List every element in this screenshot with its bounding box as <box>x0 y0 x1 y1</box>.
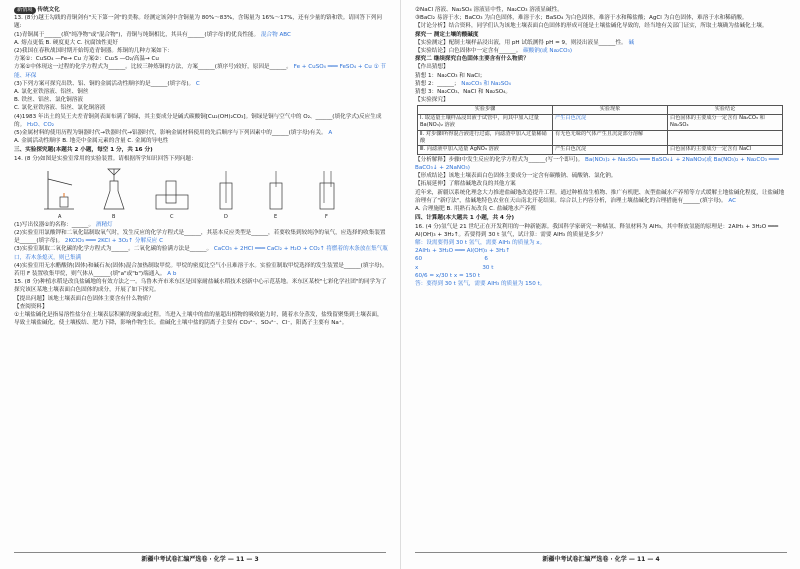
q15-line-3: ①土壤盐碱化是指易溶性盐分在土壤表层积累的现象或过程。当进入土壤中的盐的量超出植物的吸收能力时，随着水分蒸发，盐残留聚集到土壤表面，导致土壤盐碱化，使土壤板结、肥力下降，影响作物生长。盐碱化土壤中盐的阴离子主要有 CO₃²⁻、SO₄²⁻、Cl⁻，阳离子主要有 Na⁺。 <box>14 312 383 327</box>
answer-14-8: b <box>172 271 177 278</box>
solution-line: 答：要得到 30 t 氢气，需要 AlH₃ 的质量为 150 t。 <box>415 280 546 287</box>
table-header: 实验现象 <box>553 106 668 114</box>
r-line-8: 猜想 1：Na₂CO₃ 和 NaCl； <box>415 72 486 79</box>
r-line-1: ③BaCl₂ 易溶于水；BaCO₃ 为白色固体，难溶于水；BaSO₄ 为白色固体，难溶于水和稀盐酸；AgCl 为白色固体，难溶于水和稀硝酸。 <box>415 15 748 22</box>
right-column <box>415 6 789 288</box>
answer-13-2b: ① <box>373 64 379 71</box>
r-line-4: 【实验测定】配制土壤样品浸出液，用 pH 试纸测得 pH = 9，则浸出液显______性。 碱 <box>415 39 635 46</box>
r-line-2: 【讨论分析】结合资料，同学们认为该地土壤表面白色固体的形成可能是土壤盐碱化导致的，经当地有关部门证实，所取土壤确为盐碱化土壤。 <box>415 23 768 30</box>
q13-line-1: (1)青铜属于______(填"纯净物"或"混合物")，青铜与纯铜相比，其具有______(填字母)的优良性能。 混合物 ABC <box>14 31 291 38</box>
q13-line-2: A. 熔点更低 B. 硬度更大 C. 抗腐蚀性更好 <box>14 39 119 46</box>
q13-line-11: (5)金属材料的使用历程为铜器时代→铁器时代→铝器时代，影响金属材料使用的先后顺序与下列因素中的______(填字母)有关。 A <box>14 130 333 137</box>
answer-14-6: 将燃着的木条放在集气瓶口，若木条熄灭，则已集满 <box>14 246 388 261</box>
q13-line-9: C. 氯化亚铁溶液、铝丝、氯化铜溶液 <box>14 105 106 112</box>
q13-line-6: (3)下列方案可探究出铁、铝、铜的金属活动性顺序的是______(填字母)。 C <box>14 80 200 87</box>
r-line-6: 探究二 继续探究白色固体主要含有什么物质？ <box>415 56 529 63</box>
answer-14-2: 2KClO₃ ═══ 2KCl + 3O₂↑ <box>64 238 134 245</box>
answer-14-1: 酒精灯 <box>95 221 113 228</box>
label-a: A <box>58 213 62 220</box>
q14-stem: 14. (8 分)如图是实验室常用的实验装置。请根据所学知识回答下列问题： <box>14 155 197 162</box>
section-4-heading: 四、计算题(本大题共 1 小题，共 4 分) <box>415 215 514 222</box>
label-b: B <box>112 213 116 220</box>
table-cell <box>668 130 783 146</box>
solution-line: 60 6 <box>415 256 488 263</box>
answer-13-1b: ABC <box>279 31 291 38</box>
traditional-culture-label: 传统文化 <box>37 7 60 13</box>
answer-14-5: CaCO₃ + 2HCl ═══ CaCl₂ + H₂O + CO₂↑ <box>213 246 325 253</box>
right-footer-rule <box>415 552 787 553</box>
answer-14-4: C <box>159 238 163 245</box>
m-line-0: 【分析解释】步骤Ⅰ中发生反应的化学方程式为______(写一个即可)。 Ba(NO₃)₂ + Na₂SO₄ ═══ BaSO₄↓ + 2NaNO₃(或 Ba(NO₃)₂ + Na₂CO₃ ═══ BaCO₃↓ + 2NaNO₃) <box>415 156 779 172</box>
answer-m1: Ba(NO₃)₂ + Na₂SO₄ ═══ BaSO₄↓ + 2NaNO₃(或 Ba(NO₃)₂ + Na₂CO₃ ═══ BaCO₃↓ + 2NaNO₃) <box>415 156 779 172</box>
answer-13-5: A <box>328 130 333 137</box>
table-cell: 产生白色沉淀 <box>553 114 668 130</box>
m-line-1: 【形成结论】该地土壤表面白色固体主要成分一定含有碳酸钠、硫酸钠、氯化钠。 <box>415 173 617 180</box>
r-line-3: 探究一 测定土壤的酸碱度 <box>415 31 479 38</box>
q13-line-8: B. 铁丝、铝丝、氯化铜溶液 <box>14 97 83 104</box>
solution-line: 解：设需要得到 30 t 氢气，需要 AlH₃ 的质量为 x。 <box>415 239 546 246</box>
q13-line-0: 13. (8分)越王勾践的青铜剑有"天下第一剑"的美称。经测定该剑中含铜量为 80%～83%，含锡量为 16%～17%，还有少量的铬和铁。请回答下列问题: <box>14 15 382 30</box>
r-line-7: 【作出猜想】 <box>415 64 449 71</box>
solution-line: 60/6 = x/30 t x = 150 t <box>415 272 481 279</box>
q13-line-5: 方案①中体现这一过程的化学方程式为______。比较三种炼铜的方法，方案______(填序号)较好，原因是______。 Fe + CuSO₄ ═══ FeSO₄ + Cu ① 节能、环保 <box>14 64 387 79</box>
answer-14-7: A <box>167 271 172 278</box>
q16-stem: 16. (4 分)氢气是 21 世纪正在开发利用的一种新能源。我国科学家研究一种储氢、释氢材料为 AlH₃，其中释放氢能的原理是：2AlH₃ + 3H₂O ═══ Al(OH)₃ + 3H₂↑。若要得到 30 t 氢气，试计算：需要 AlH₃ 的质量是多少？ <box>415 223 779 238</box>
table-row <box>418 114 783 130</box>
q13-line-4: 方案①：CuSO₄ —Fe→ Cu 方案②：Cu₂S —O₂/高温→ Cu <box>14 56 159 63</box>
label-d: D <box>224 213 228 220</box>
right-page <box>400 0 800 569</box>
label-f: F <box>325 213 328 220</box>
q13-line-10: (4)1983 年出土的吴王夫差青铜剑表面布满了铜绿，其主要成分是碱式碳酸铜[Cu₂(OH)₂CO₃]。铜绿是铜与空气中的 O₂、______(填化学式)反应生成的。 H₂O、CO₂ <box>14 113 382 128</box>
table-cell: Ⅰ. 取适量土壤样品浸出液于试管中，向其中加入过量 Ba(NO₃)₂ 溶液 <box>418 114 553 130</box>
q13-stem <box>14 6 388 14</box>
table-cell: Ⅲ. 向滤液中加入适量 AgNO₃ 溶液 <box>418 146 553 154</box>
solution-line: 2AlH₃ + 3H₂O ═══ Al(OH)₃ + 3H₂↑ <box>415 248 511 255</box>
table-cell: 产生白色沉淀 <box>553 146 668 154</box>
experiment-table <box>417 105 783 154</box>
apparatus-figure <box>34 165 364 220</box>
r-line-9: 猜想 2：______； Na₂CO₃ 和 Na₂SO₄ <box>415 80 511 87</box>
table-header: 实验步骤 <box>418 106 553 114</box>
q15-line-2: 【查阅资料】 <box>14 303 48 310</box>
q14-line-1: (1)写出仪器①的名称：______。 酒精灯 <box>14 221 113 228</box>
left-column <box>14 6 388 328</box>
answer-m2: AC <box>728 197 736 204</box>
answer-14-3: 分解反应 <box>134 238 158 245</box>
solution-line: x 30 t <box>415 264 494 271</box>
q13-line-12: A. 金属活动性顺序 B. 地壳中金属元素的含量 C. 金属的导电性 <box>14 138 169 145</box>
right-footer: 新疆中考试卷汇编严选卷 · 化学 — 11 — 4 <box>542 556 660 563</box>
new-context-tag: 新情境 <box>14 7 36 14</box>
table-row <box>418 130 783 146</box>
q15-line-1: 【提出问题】该地土壤表面白色固体主要含有什么物质？ <box>14 295 154 302</box>
m-line-4: A. 合理施肥 B. 用熟石灰改良 C. 盐碱地水产养殖 <box>415 206 536 213</box>
table-cell: 白色固体的主要成分一定含有 NaCl <box>668 146 783 154</box>
q14-line-4: (4)实验室用无水醋酸钠(固体)和碱石灰(固体)混合加热制取甲烷。甲烷的密度比空气小且难溶于水。实验室制取甲烷选择的发生装置是______(填字母)。若用 F 装置收集甲烷，则气体从______(填"a"或"b")端通入。 A b <box>14 262 388 278</box>
answer-r1: 碱 <box>628 39 635 46</box>
q14-line-3: (3)实验室制取二氧化碳的化学方程式为______。二氧化碳的验满方法是______。 CaCO₃ + 2HCl ═══ CaCl₂ + H₂O + CO₂↑ 将燃着的木条放在集气瓶口，若木条熄灭，则已集满 <box>14 246 388 261</box>
q13-line-3: (2)我国在春秋战国时期开始铸造青铜器。炼铜的几种方案如下： <box>14 48 173 55</box>
answer-13-2a: Fe + CuSO₄ ═══ FeSO₄ + Cu <box>293 64 372 71</box>
q13-line-7: A. 氯化亚铁溶液、铝丝、铜丝 <box>14 89 89 96</box>
q15-line-0: 15. (8 分)种植水稻是改良盐碱地的有效方法之一。乌鲁木齐市米东区是国家耐盐碱水稻技术创新中心示范基地。米东区某校"七彩化学社团"的同学为了探究该区某地土壤表面白色固体的成分，开展了如下探究。 <box>14 279 387 294</box>
table-cell: 有无色无味的气体产生且沉淀部分溶解 <box>553 130 668 146</box>
answer-r2: 碳酸钠(或 Na₂CO₃) <box>523 48 573 55</box>
r-line-5: 【实验结论】白色固体中一定含有______。 碳酸钠(或 Na₂CO₃) <box>415 48 573 55</box>
answer-13-3: C <box>195 80 200 87</box>
table-header: 实验结论 <box>668 106 783 114</box>
label-c: C <box>170 213 174 220</box>
solution-block <box>415 239 789 288</box>
r-line-10: 猜想 3：Na₂CO₃、NaCl 和 Na₂SO₄。 <box>415 89 511 96</box>
left-footer: 新疆中考试卷汇编严选卷 · 化学 — 11 — 3 <box>141 556 259 563</box>
r-line-0: ②NaCl 溶液、Na₂SO₄ 溶液显中性，Na₂CO₃ 溶液显碱性。 <box>415 7 563 13</box>
left-footer-rule <box>14 552 386 553</box>
m-line-2: 【拓展延伸】了解盐碱地改良的其他方案 <box>415 181 516 188</box>
m-line-3: 近年来，新疆以系统化理念大力推进盐碱地改造提升工程。通过种植盐生植物、推广有机肥、灰型盐碱水产养殖等方式缓解土地盐碱化程度，让盐碱地治理有了"新疗法"，盐碱地特色农业在天山南北开花结果。综合以上内容分析，治理土壤盐碱化的合理措施有______(填字母)。 AC <box>415 189 785 204</box>
table-cell: 白色固体的主要成分一定含有 Na₂CO₃ 和 Na₂SO₄ <box>668 114 783 130</box>
answer-13-1a: 混合物 <box>260 31 278 38</box>
table-header-row <box>418 106 783 114</box>
table-cell: Ⅱ. 对步骤Ⅰ所得混合液进行过滤，向滤渣中加入过量稀硝酸 <box>418 130 553 146</box>
answer-13-2c: 节能、环保 <box>14 64 387 79</box>
r-line-11: 【实验探究】 <box>415 97 449 104</box>
answer-13-4: H₂O、CO₂ <box>26 121 54 128</box>
label-e: E <box>274 213 278 220</box>
apparatus-drawing <box>34 165 364 213</box>
section-3-heading: 三、实验探究题(本题共 2 小题，每空 1 分，共 16 分) <box>14 147 153 154</box>
table-row <box>418 146 783 154</box>
answer-r3: Na₂CO₃ 和 Na₂SO₄ <box>461 80 511 87</box>
q14-line-2: (2)实验室用氯酸钾和二氧化锰制取氧气时，发生反应的化学方程式是______，其基本反应类型是______，若要收集到较纯净的氧气，应选择的收集装置是______(填字母)。 2KClO₃ ═══ 2KCl + 3O₂↑ 分解反应 C <box>14 230 386 245</box>
